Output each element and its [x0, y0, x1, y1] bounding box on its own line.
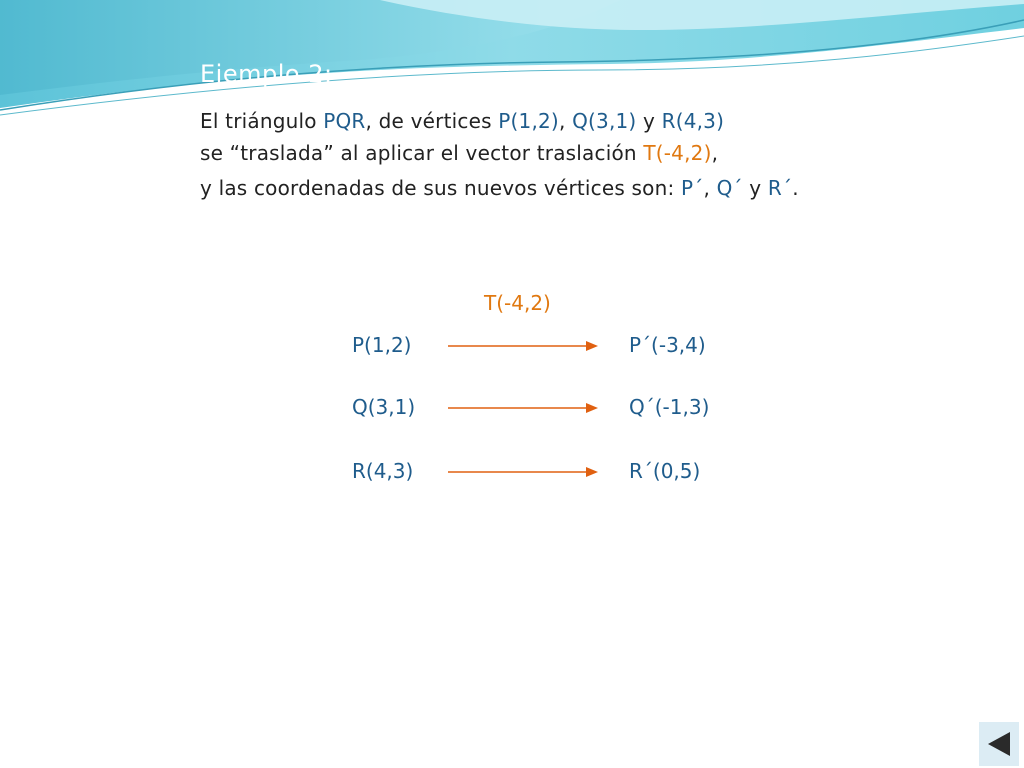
- arrow-right-icon: [448, 465, 598, 479]
- translation-vector: T(-4,2): [643, 141, 712, 165]
- mapping-source-q: Q(3,1): [352, 395, 416, 419]
- arrow-right-icon: [448, 339, 598, 353]
- slide-title: Ejemplo 2:: [200, 60, 333, 88]
- vertex-r-prime: R´: [767, 176, 793, 200]
- header-wave-decoration: [0, 0, 1024, 125]
- mapping-target-p: P´(-3,4): [629, 333, 706, 357]
- mapping-source-p: P(1,2): [352, 333, 412, 357]
- arrow-right-icon: [448, 401, 598, 415]
- triangle-left-icon: [984, 729, 1014, 759]
- statement-line-3: y las coordenadas de sus nuevos vértices son: P´, Q´ y R´.: [200, 176, 799, 200]
- mapping-vector-label: T(-4,2): [484, 291, 551, 315]
- mapping-source-r: R(4,3): [352, 459, 414, 483]
- vertex-p: P(1,2): [498, 109, 559, 133]
- mapping-target-q: Q´(-1,3): [629, 395, 710, 419]
- vertex-r: R(4,3): [661, 109, 725, 133]
- previous-slide-button[interactable]: [979, 722, 1019, 766]
- vertex-q-prime: Q´: [716, 176, 743, 200]
- vertex-q: Q(3,1): [572, 109, 637, 133]
- mapping-target-r: R´(0,5): [629, 459, 701, 483]
- vertex-p-prime: P´: [681, 176, 704, 200]
- statement-line-2: se “traslada” al aplicar el vector traslación T(-4,2),: [200, 141, 719, 165]
- statement-line-1: El triángulo PQR, de vértices P(1,2), Q(3,1) y R(4,3): [200, 109, 725, 133]
- triangle-name: PQR: [323, 109, 366, 133]
